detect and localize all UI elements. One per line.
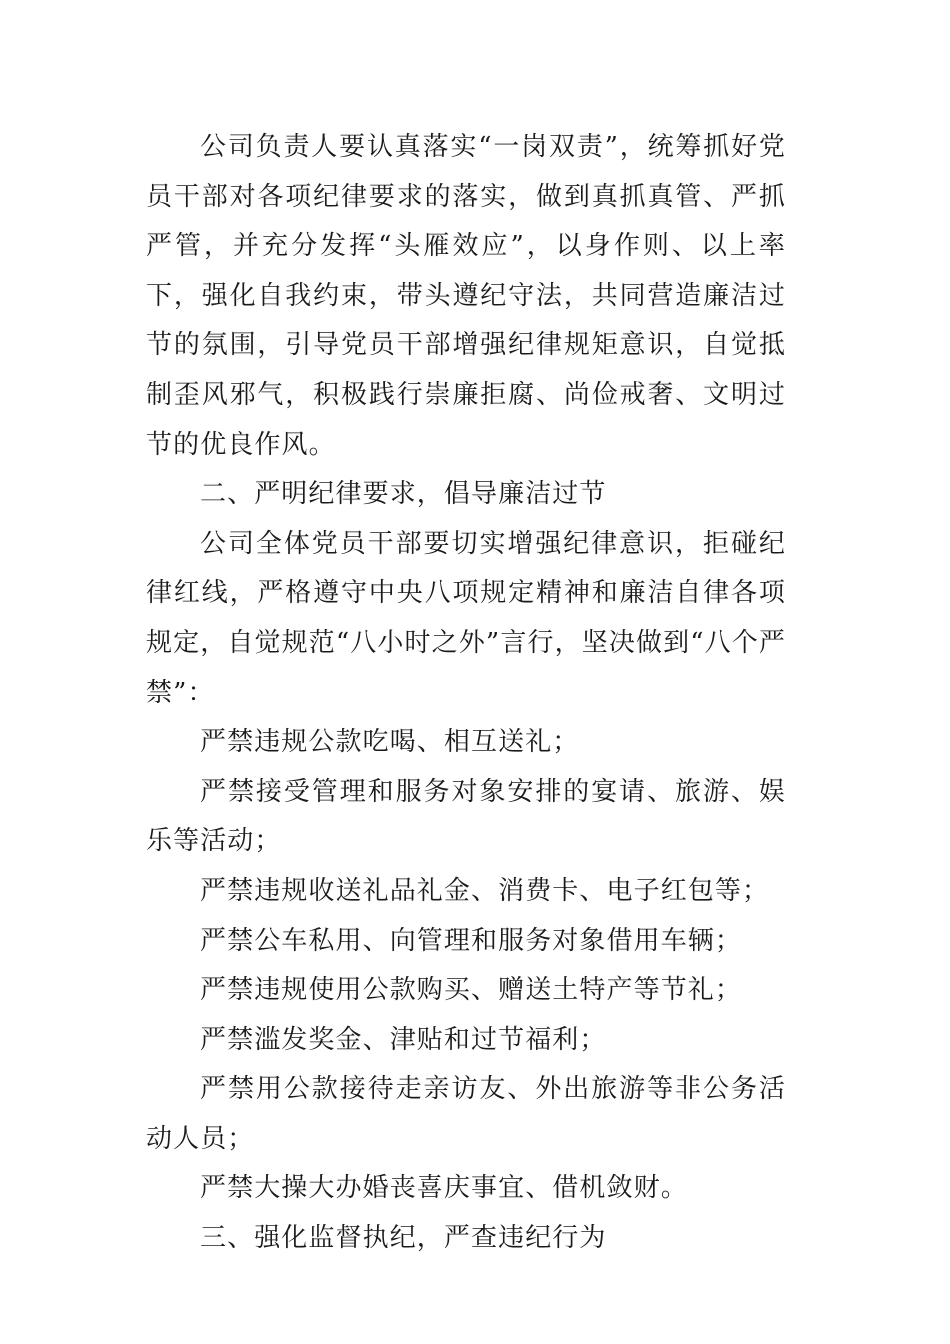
paragraph-responsibility: 公司负责人要认真落实“一岗双责”，统筹抓好党员干部对各项纪律要求的落实，做到真抓真管、严抓严管，并充分发挥“头雁效应”，以身作则、以上率下，强化自我约束，带头遵纪守法，共同营造廉洁过节的氛围，引导党员干部增强纪律规矩意识，自觉抵制歪风邪气，积极践行崇廉拒腐、尚俭戒奢、文明过节的优良作风。 (146, 132, 786, 460)
prohibition-item: 严禁大操大办婚丧喜庆事宜、借机敛财。 (200, 1173, 688, 1204)
section-heading-3: 三、强化监督执纪，严查违纪行为 (200, 1223, 607, 1254)
prohibition-item: 严禁违规使用公款购买、赠送土特产等节礼； (200, 975, 743, 1006)
prohibition-item: 严禁违规收送礼品礼金、消费卡、电子红包等； (200, 875, 770, 906)
prohibition-item: 严禁公车私用、向管理和服务对象借用车辆； (200, 925, 743, 956)
prohibition-item: 严禁违规公款吃喝、相互送礼； (200, 727, 580, 758)
prohibition-item: 严禁滥发奖金、津贴和过节福利； (200, 1024, 607, 1055)
document-body (146, 123, 786, 1264)
paragraph-discipline: 公司全体党员干部要切实增强纪律意识，拒碰纪律红线，严格遵守中央八项规定精神和廉洁自律各项规定，自觉规范“八小时之外”言行，坚决做到“八个严禁”： (146, 528, 786, 708)
prohibition-item: 严禁用公款接待走亲访友、外出旅游等非公务活动人员； (146, 1074, 786, 1154)
section-heading-2: 二、严明纪律要求，倡导廉洁过节 (200, 479, 607, 510)
prohibition-item: 严禁接受管理和服务对象安排的宴请、旅游、娱乐等活动； (146, 776, 786, 857)
